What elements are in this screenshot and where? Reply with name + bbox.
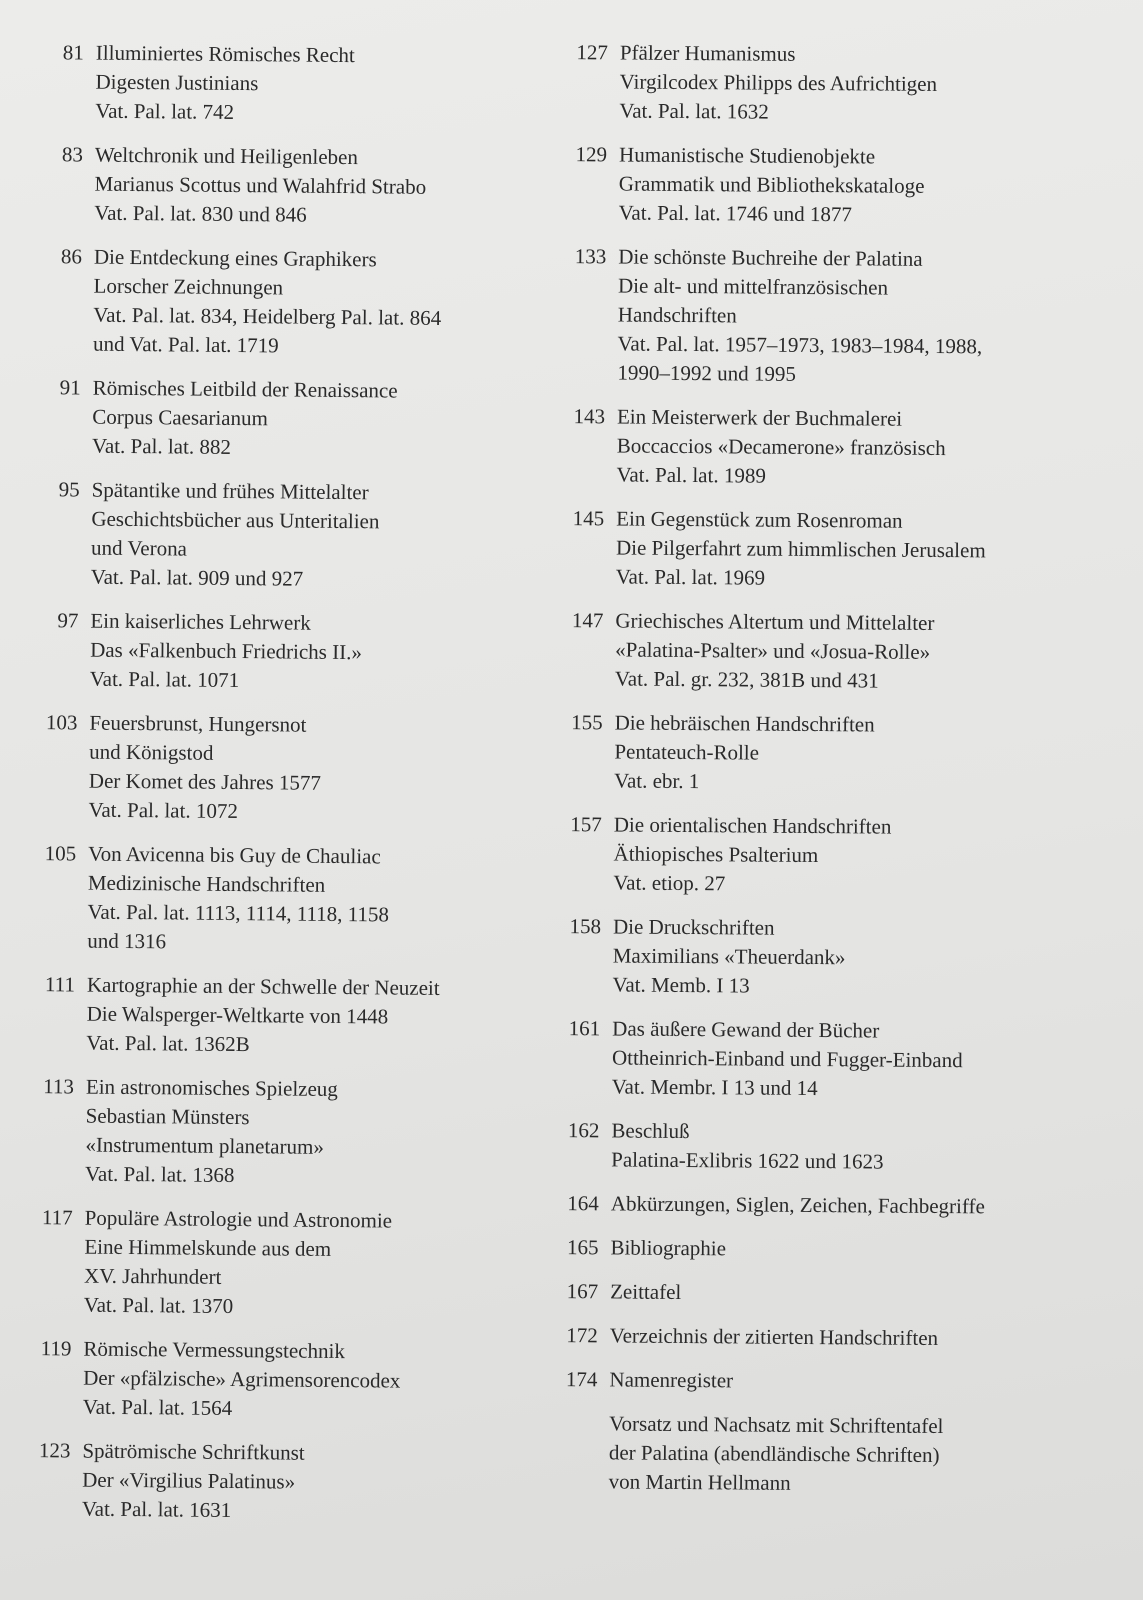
entry-text <box>93 243 553 363</box>
entry-detail-line: und Verona <box>90 535 188 561</box>
entry-text <box>615 606 1116 697</box>
entry-text <box>611 1116 1111 1178</box>
entry-title: Ein Meisterwerk der Buchmalerei <box>616 404 903 431</box>
toc-entry <box>19 1072 545 1193</box>
entry-text <box>82 1437 542 1528</box>
page-number: 155 <box>571 710 603 735</box>
entry-title: Das äußere Gewand der Bücher <box>612 1016 880 1043</box>
page-number: 165 <box>566 1235 599 1260</box>
page-number: 123 <box>38 1438 71 1463</box>
toc-entry <box>27 242 553 363</box>
entry-title: Die Entdeckung eines Graphikers <box>93 244 377 272</box>
entry-detail-line: Vat. Pal. lat. 1370 <box>83 1292 234 1319</box>
entry-title: Weltchronik und Heiligenleben <box>94 142 359 170</box>
entry-title: Von Avicenna bis Guy de Chauliac <box>88 841 381 869</box>
entry-title: Die hebräischen Handschriften <box>614 710 875 737</box>
toc-entry <box>550 1277 1110 1310</box>
page-number: 91 <box>59 375 81 400</box>
entry-detail-line: Vat. Pal. lat. 1989 <box>616 462 766 488</box>
entry-title: Pfälzer Humanismus <box>619 40 796 66</box>
entry-detail-line: Vat. Pal. lat. 1071 <box>89 666 240 693</box>
entry-text <box>610 1321 1110 1354</box>
entry-title: Ein Gegenstück zum Rosenroman <box>616 506 903 533</box>
entry-detail-line: Digesten Justinians <box>95 69 259 96</box>
page-number: 111 <box>44 972 76 997</box>
page-number: 113 <box>43 1074 75 1099</box>
entry-text <box>95 39 555 130</box>
entry-detail-line: Vat. ebr. 1 <box>614 768 700 794</box>
toc-entry <box>557 242 1118 391</box>
entry-title: Spätantike und frühes Mittelalter <box>91 477 369 505</box>
entry-title: Kartographie an der Schwelle der Neuzeit <box>86 972 440 1000</box>
page-number: 143 <box>573 404 606 429</box>
page-number: 162 <box>567 1118 600 1143</box>
entry-text <box>91 476 551 596</box>
toc-entry <box>21 839 547 960</box>
page-number: 86 <box>60 244 83 269</box>
toc-entry <box>552 1014 1113 1105</box>
entry-text <box>88 709 548 829</box>
page-number: 117 <box>41 1205 73 1230</box>
page-number: 127 <box>576 40 608 65</box>
entry-title: Die Druckschriften <box>612 914 775 940</box>
entry-detail-line: Handschriften <box>617 302 737 328</box>
page-number: 103 <box>45 710 78 735</box>
entry-title: Abkürzungen, Siglen, Zeichen, Fachbegriffe <box>610 1191 985 1219</box>
page-number: 174 <box>565 1367 598 1392</box>
entry-detail-line: Vat. Pal. lat. 1746 und 1877 <box>618 200 853 227</box>
entry-detail-line: Die Walsperger-Weltkarte von 1448 <box>86 1001 389 1029</box>
entry-detail-line: Marianus Scottus und Walahfrid Strabo <box>94 171 427 199</box>
toc-entry <box>18 1203 544 1324</box>
toc-entry <box>554 708 1115 799</box>
entry-detail-line: und Königstod <box>89 739 214 765</box>
entry-title: Humanistische Studienobjekte <box>618 142 876 169</box>
entry-detail-line: Vat. Pal. lat. 1564 <box>82 1394 233 1421</box>
entry-detail-line: Vat. Membr. I 13 und 14 <box>611 1074 818 1101</box>
page-number: 172 <box>566 1323 598 1348</box>
toc-entry <box>22 708 548 829</box>
entry-title: Vorsatz und Nachsatz mit Schriftentafel <box>609 1411 944 1439</box>
toc-entry <box>549 1409 1110 1500</box>
entry-detail-line: Virgilcodex Philipps des Aufrichtigen <box>619 69 938 96</box>
page-number: 81 <box>62 40 84 65</box>
entry-detail-line: Lorscher Zeichnungen <box>93 273 284 300</box>
entry-text <box>619 140 1120 231</box>
entry-detail-line: Geschichtsbücher aus Unteritalien <box>91 506 380 534</box>
entry-title: Namenregister <box>609 1367 734 1393</box>
entry-detail-line: Sebastian Münsters <box>85 1103 250 1130</box>
toc-entry <box>29 38 555 130</box>
entry-text <box>612 912 1113 1003</box>
entry-detail-line: Eine Himmelskunde aus dem <box>84 1234 332 1261</box>
page-number: 105 <box>44 841 77 866</box>
entry-text <box>609 1365 1109 1398</box>
entry-detail-line: 1990–1992 und 1995 <box>617 360 796 386</box>
page-number: 158 <box>569 914 602 939</box>
toc-entry <box>549 1365 1109 1398</box>
entry-text <box>616 402 1117 493</box>
entry-detail-line: Äthiopisches Psalterium <box>613 841 819 868</box>
entry-text <box>87 840 547 960</box>
entry-title: Griechisches Altertum und Mittelalter <box>615 608 935 635</box>
entry-detail-line: Grammatik und Bibliothekskataloge <box>618 171 925 198</box>
toc-entry <box>28 140 554 232</box>
entry-detail-line: Die Pilgerfahrt zum himmlischen Jerusalem <box>615 535 986 563</box>
entry-text <box>613 810 1114 901</box>
entry-text <box>612 1014 1113 1105</box>
page-number: 129 <box>575 142 608 167</box>
entry-title: Beschluß <box>611 1118 690 1144</box>
entry-title: Römisches Leitbild der Renaissance <box>92 375 398 403</box>
page-number: 167 <box>566 1279 599 1304</box>
entry-text <box>617 242 1118 391</box>
entry-detail-line: Vat. Pal. lat. 1631 <box>81 1496 232 1522</box>
entry-detail-line: Vat. Memb. I 13 <box>612 972 750 998</box>
toc-entry <box>550 1321 1110 1354</box>
entry-text <box>619 38 1120 129</box>
entry-title: Zeittafel <box>610 1279 682 1304</box>
entry-detail-line: der Palatina (abendländische Schriften) <box>608 1440 940 1468</box>
entry-detail-line: Der «pfälzische» Agrimensorencodex <box>83 1365 401 1393</box>
entry-detail-line: «Instrumentum planetarum» <box>85 1132 325 1159</box>
entry-detail-line: Palatina-Exlibris 1622 und 1623 <box>611 1147 884 1174</box>
entry-text <box>86 971 546 1062</box>
entry-title: Feuersbrunst, Hungersnot <box>89 710 307 737</box>
entry-text <box>611 1189 1111 1222</box>
entry-title: Römische Vermessungstechnik <box>83 1336 346 1364</box>
entry-detail-line: Die alt- und mittelfranzösischen <box>617 273 889 300</box>
entry-title: Die orientalischen Handschriften <box>613 812 892 839</box>
entry-title: Verzeichnis der zitierten Handschriften <box>609 1323 939 1351</box>
toc-entry <box>552 912 1113 1003</box>
page-number: 97 <box>57 608 79 633</box>
page-number: 145 <box>572 506 605 531</box>
entry-title: Bibliographie <box>610 1235 727 1261</box>
page-number: 147 <box>571 608 604 633</box>
entry-text <box>616 504 1117 595</box>
toc-entry <box>550 1233 1110 1266</box>
entry-detail-line: Vat. Pal. lat. 742 <box>95 98 235 124</box>
entry-text <box>90 607 550 698</box>
entry-detail-line: Vat. Pal. lat. 882 <box>91 433 232 459</box>
entry-detail-line: Ottheinrich-Einband und Fugger-Einband <box>611 1045 963 1073</box>
page-number: 119 <box>40 1336 72 1361</box>
toc-entry <box>551 1189 1111 1222</box>
page-number: 164 <box>567 1191 599 1216</box>
entry-text <box>94 141 554 232</box>
page-number: 95 <box>58 477 80 502</box>
entry-text <box>92 374 552 465</box>
page-number: 157 <box>570 812 602 837</box>
entry-detail-line: und Vat. Pal. lat. 1719 <box>92 331 279 358</box>
toc-entry <box>559 38 1120 129</box>
entry-detail-line: von Martin Hellmann <box>608 1469 791 1495</box>
entry-title: Die schönste Buchreihe der Palatina <box>618 244 923 271</box>
entry-detail-line: Corpus Caesarianum <box>92 404 269 431</box>
toc-entry <box>25 475 551 596</box>
entry-detail-line: Vat. Pal. lat. 1632 <box>619 98 769 124</box>
toc-column-left <box>16 38 555 1543</box>
entry-detail-line: Maximilians «Theuerdank» <box>612 943 846 970</box>
toc-entry <box>555 606 1116 697</box>
entry-detail-line: Der «Virgilius Palatinus» <box>82 1467 296 1494</box>
entry-text <box>610 1233 1110 1266</box>
entry-text <box>83 1335 543 1426</box>
page-number: 133 <box>574 244 607 269</box>
entry-detail-line: Vat. etiop. 27 <box>613 870 726 896</box>
entry-title: Illuminiertes Römisches Recht <box>95 40 355 68</box>
entry-detail-line: Vat. Pal. lat. 1113, 1114, 1118, 1158 <box>87 899 390 927</box>
entry-detail-line: Vat. Pal. gr. 232, 381B und 431 <box>614 666 879 693</box>
entry-detail-line: Medizinische Handschriften <box>87 870 326 897</box>
entry-detail-line: Das «Falkenbuch Friedrichs II.» <box>90 637 363 665</box>
entry-detail-line: Vat. Pal. lat. 830 und 846 <box>94 200 307 227</box>
toc-entry <box>20 970 546 1062</box>
entry-title: Ein kaiserliches Lehrwerk <box>90 608 311 635</box>
entry-detail-line: Vat. Pal. lat. 1957–1973, 1983–1984, 1988, <box>617 331 983 359</box>
toc-entry <box>553 810 1114 901</box>
entry-title: Ein astronomisches Spielzeug <box>85 1074 338 1102</box>
entry-detail-line: Vat. Pal. lat. 834, Heidelberg Pal. lat. 864 <box>93 302 442 330</box>
toc-entry <box>551 1116 1111 1178</box>
toc-entry <box>556 504 1117 595</box>
toc-entry <box>26 373 552 465</box>
entry-text <box>614 708 1115 799</box>
entry-detail-line: Vat. Pal. lat. 1969 <box>615 564 766 590</box>
toc-entry <box>559 140 1120 231</box>
entry-text <box>549 1409 1110 1500</box>
page-number: 161 <box>568 1016 601 1041</box>
entry-detail-line: Vat. Pal. lat. 1072 <box>88 797 239 824</box>
toc-entry <box>16 1436 542 1528</box>
entry-detail-line: Vat. Pal. lat. 1362B <box>86 1030 250 1057</box>
entry-detail-line: «Palatina-Psalter» und «Josua-Rolle» <box>615 637 931 664</box>
entry-text <box>610 1277 1110 1310</box>
toc-column-right <box>548 38 1120 1515</box>
entry-detail-line: XV. Jahrhundert <box>84 1263 222 1289</box>
entry-text <box>84 1204 544 1324</box>
page-number: 83 <box>61 142 83 167</box>
toc-entry <box>556 402 1117 493</box>
toc-entry <box>17 1334 543 1426</box>
entry-title: Spätrömische Schriftkunst <box>82 1438 305 1465</box>
entry-detail-line: Vat. Pal. lat. 909 und 927 <box>90 564 304 591</box>
entry-text <box>85 1073 545 1193</box>
entry-detail-line: Pentateuch-Rolle <box>614 739 760 765</box>
entry-detail-line: Vat. Pal. lat. 1368 <box>84 1161 235 1188</box>
entry-detail-line: Boccaccios «Decamerone» französisch <box>616 433 946 461</box>
entry-detail-line: Der Komet des Jahres 1577 <box>88 768 322 795</box>
entry-title: Populäre Astrologie und Astronomie <box>84 1205 393 1233</box>
toc-entry <box>24 606 550 698</box>
entry-detail-line: und 1316 <box>87 928 167 954</box>
